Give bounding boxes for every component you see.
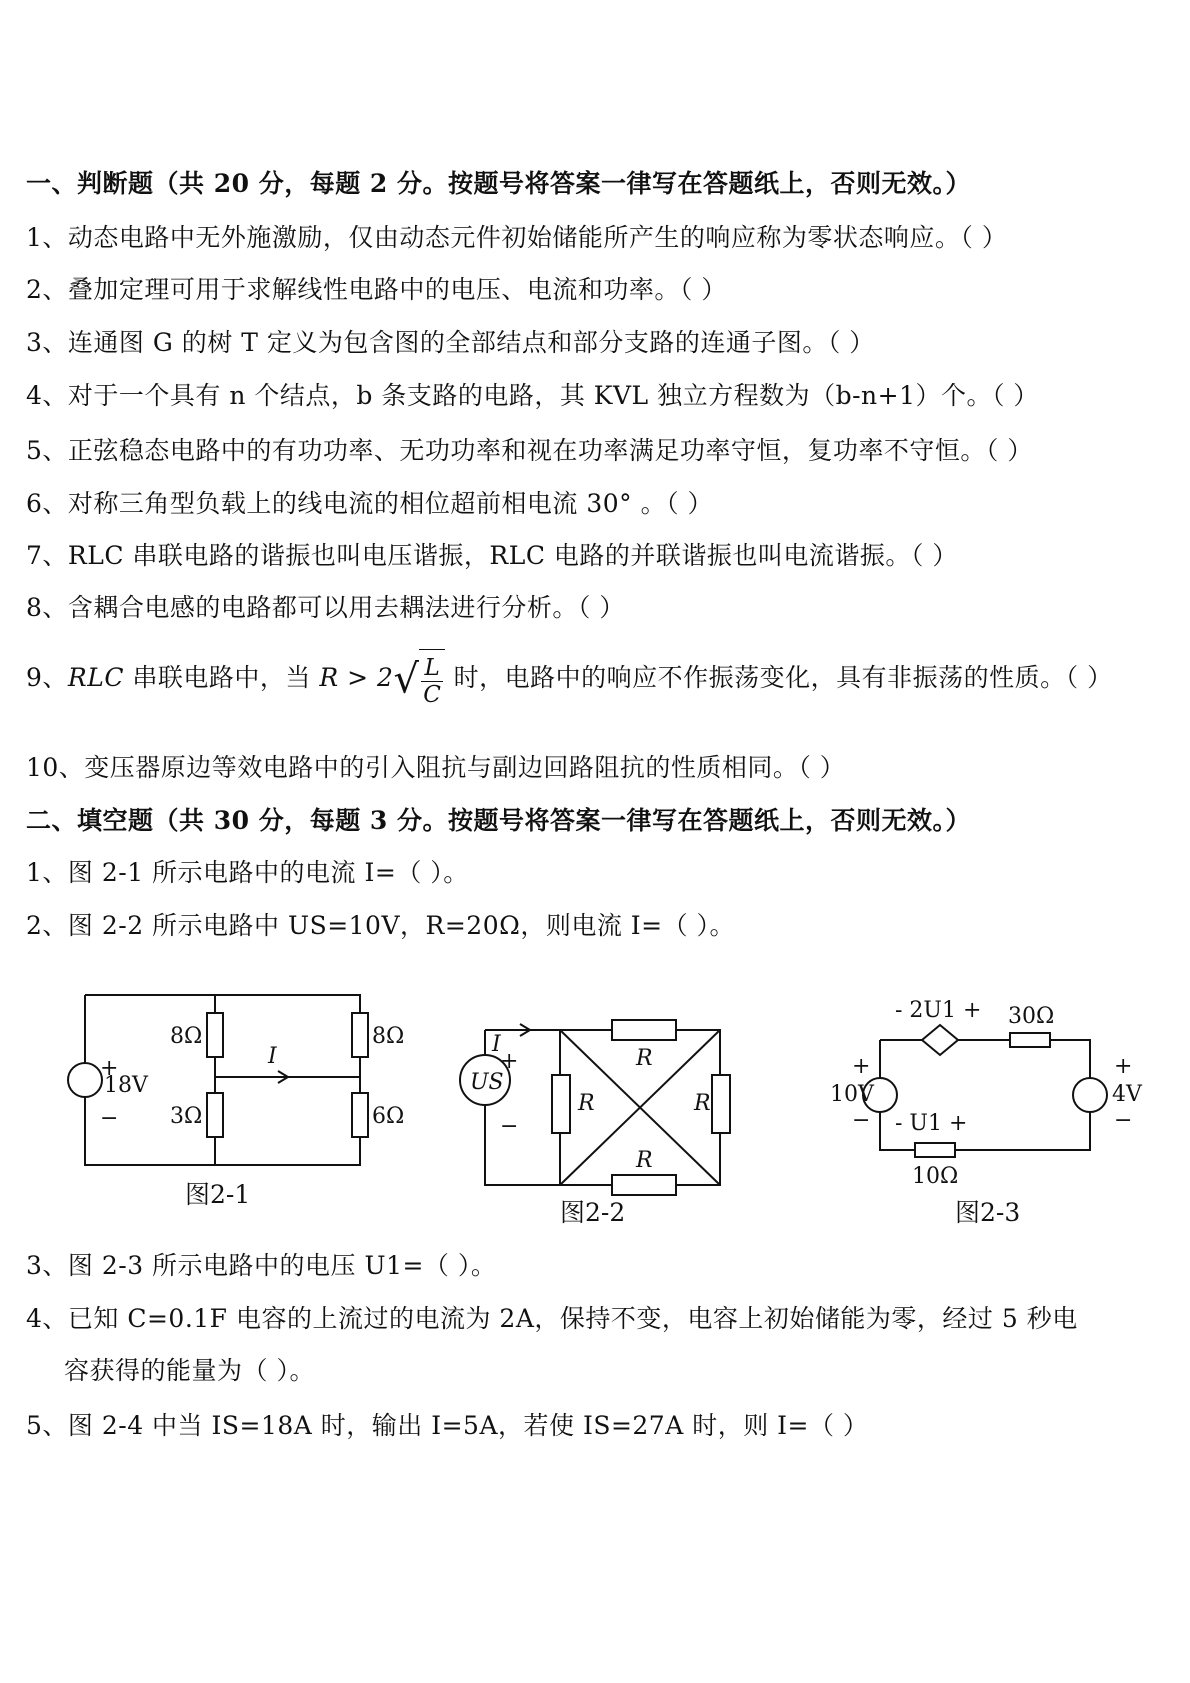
- fig21-r-bottom-left-label: 3Ω: [170, 1104, 203, 1129]
- fig22-r-top-label: R: [636, 1046, 653, 1071]
- judge-item-4: 4、对于一个具有 n 个结点，b 条支路的电路，其 KVL 独立方程数为（b-n+1）个。（ ）: [26, 381, 1039, 410]
- fig21-caption: 图2-1: [185, 1180, 251, 1209]
- fig23-left-minus-label: −: [852, 1108, 871, 1133]
- fig21-source-label: 18V: [104, 1073, 148, 1098]
- item9-suffix: 时，电路中的响应不作振荡变化，具有非振荡的性质。（ ）: [445, 663, 1113, 692]
- judge-item-3: 3、连通图 G 的树 T 定义为包含图的全部结点和部分支路的连通子图。（ ）: [26, 328, 875, 357]
- fig22-resistor-bottom: [612, 1175, 676, 1195]
- judge-item-7: 7、RLC 串联电路的谐振也叫电压谐振，RLC 电路的并联谐振也叫电流谐振。（ ）: [26, 541, 958, 570]
- fig22-r-bottom-label: R: [636, 1148, 653, 1173]
- fig21-plus-label: +: [100, 1056, 119, 1081]
- fig23-right-plus-label: +: [1114, 1054, 1133, 1079]
- item9-prefix: 9、: [26, 663, 68, 692]
- fig23-resistor-bottom: [915, 1143, 955, 1157]
- fig23-dep-source-label: - 2U1 +: [895, 998, 982, 1023]
- fill-item-5: 5、图 2-4 中当 IS=18A 时，输出 I=5A，若使 IS=27A 时，则 I=（ ）: [26, 1411, 869, 1440]
- fig21-resistor-bottom-right: [352, 1093, 368, 1137]
- sqrt-icon: √: [393, 656, 420, 703]
- fig21-resistor-bottom-left: [207, 1093, 223, 1137]
- fig21-resistor-top-left: [207, 1013, 223, 1057]
- fig21-r-bottom-right-label: 6Ω: [372, 1104, 405, 1129]
- item9-condition: R > 2: [319, 663, 394, 692]
- fig21-minus-label: −: [100, 1106, 119, 1131]
- item9-rlc: RLC: [67, 663, 124, 692]
- fill-item-1: 1、图 2-1 所示电路中的电流 I=（ ）。: [26, 858, 469, 887]
- judge-item-5: 5、正弦稳态电路中的有功功率、无功功率和视在功率满足功率守恒，复功率不守恒。（ ）: [26, 436, 1033, 465]
- fig22-plus-label: +: [500, 1049, 519, 1074]
- fig23-r-bottom-label: 10Ω: [912, 1164, 959, 1189]
- fig21-resistor-top-right: [352, 1013, 368, 1057]
- fig23-right-minus-label: −: [1114, 1108, 1133, 1133]
- fig23-right-source-label: 4V: [1112, 1082, 1142, 1107]
- fraction-denominator: C: [423, 682, 442, 708]
- fig23-r-top-label: 30Ω: [1008, 1004, 1055, 1029]
- judge-item-8: 8、含耦合电感的电路都可以用去耦法进行分析。（ ）: [26, 593, 625, 622]
- fig22-source-label: US: [470, 1070, 504, 1095]
- fig21-r-top-left-label: 8Ω: [170, 1024, 203, 1049]
- judge-item-9: [26, 648, 1113, 710]
- fig23-u1-label: - U1 +: [895, 1111, 968, 1136]
- fill-item-4-line-1: 4、已知 C=0.1F 电容的上流过的电流为 2A，保持不变，电容上初始储能为零，经过 5 秒电: [26, 1304, 1078, 1333]
- section2-heading: 二、填空题（共 30 分，每题 3 分。按题号将答案一律写在答题纸上，否则无效。）: [26, 806, 972, 835]
- fig22-resistor-right: [712, 1075, 730, 1133]
- judge-item-1: 1、动态电路中无外施激励，仅由动态元件初始储能所产生的响应称为零状态响应。（ ）: [26, 223, 1008, 252]
- fig22-caption: 图2-2: [560, 1198, 626, 1227]
- fig21-r-top-right-label: 8Ω: [372, 1024, 405, 1049]
- fig22-resistor-left: [552, 1075, 570, 1133]
- item9-mid: 串联电路中，当: [123, 663, 320, 692]
- fig21-voltage-source: [68, 1063, 102, 1097]
- fig22-minus-label: −: [500, 1114, 519, 1139]
- item9-sqrt: [419, 649, 445, 710]
- fig21-current-label: I: [268, 1044, 277, 1069]
- fig22-resistor-top: [612, 1020, 676, 1040]
- fig22-r-right-label: R: [694, 1091, 711, 1116]
- fraction-numerator: L: [421, 655, 443, 682]
- fig23-left-plus-label: +: [852, 1054, 871, 1079]
- fig23-resistor-top: [1010, 1033, 1050, 1047]
- section1-heading: 一、判断题（共 20 分，每题 2 分。按题号将答案一律写在答题纸上，否则无效。）: [26, 169, 972, 198]
- fig22-current-label: I: [492, 1032, 501, 1057]
- item9-fraction: [421, 655, 443, 708]
- judge-item-10: 10、变压器原边等效电路中的引入阻抗与副边回路阻抗的性质相同。（ ）: [26, 753, 846, 782]
- fig22-outer-wire: [485, 1030, 720, 1185]
- judge-item-2: 2、叠加定理可用于求解线性电路中的电压、电流和功率。（ ）: [26, 275, 727, 304]
- fill-item-4-line-2: 容获得的能量为（ ）。: [64, 1356, 315, 1385]
- judge-item-6: 6、对称三角型负载上的线电流的相位超前相电流 30° 。（ ）: [26, 489, 714, 518]
- fill-item-2: 2、图 2-2 所示电路中 US=10V，R=20Ω，则电流 I=（ ）。: [26, 911, 736, 940]
- fig22-r-left-label: R: [578, 1091, 595, 1116]
- fig23-caption: 图2-3: [955, 1198, 1021, 1227]
- fig23-left-source-label: 10V: [830, 1082, 874, 1107]
- fill-item-3: 3、图 2-3 所示电路中的电压 U1=（ ）。: [26, 1251, 497, 1280]
- fig23-dependent-source-icon: [922, 1025, 958, 1055]
- fig23-right-source: [1073, 1078, 1107, 1112]
